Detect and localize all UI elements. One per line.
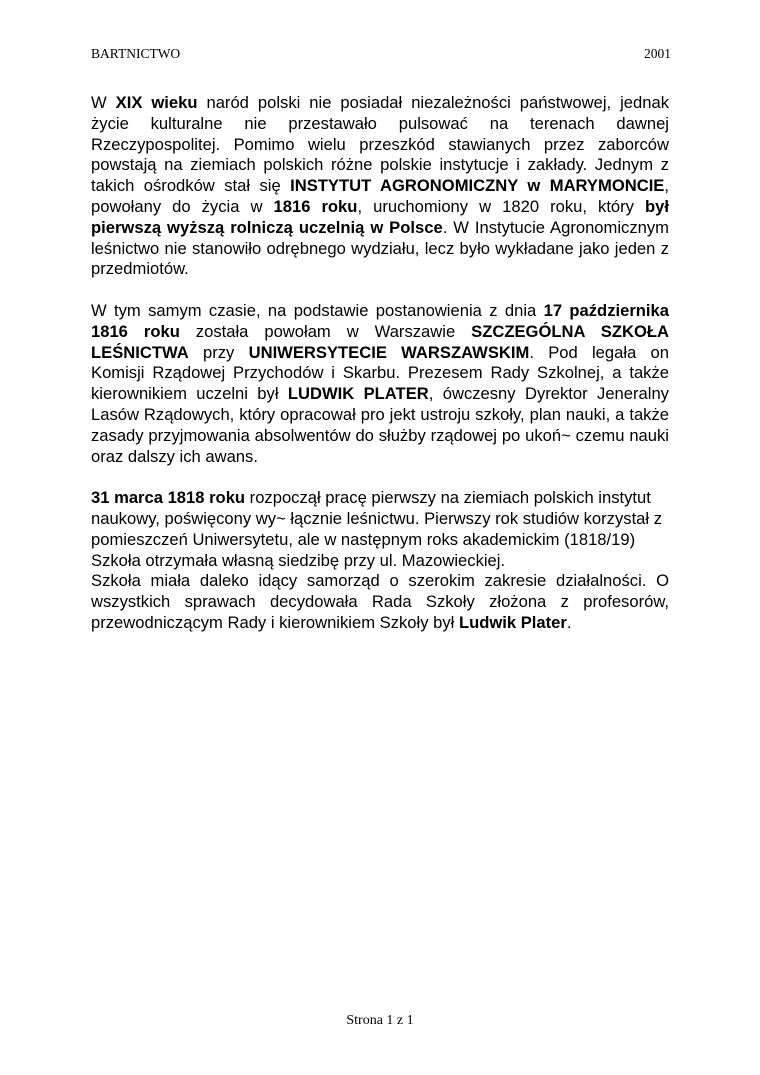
text-run: , uruchomiony w 1820 roku, który [357,196,646,216]
bold-text: UNIWERSYTECIE WARSZAWSKIM [248,342,530,362]
paragraph-gap [91,280,669,301]
paragraph-forestry-school [91,301,669,467]
text-run: , powołany do życia w [91,176,669,216]
text-run: . [566,612,572,632]
text-run: została powołam w Warszawie [179,321,472,341]
text-run: , ówczesny Dyrektor Jeneralny Lasów Rządowych, który opracował pro jekt ustroju szkoły, plan nauki, a także zasady przyjmowania absolwentów do służby rządowej po ukoń~ czemu nauki oraz dalszy ich awans. [91,384,669,466]
text-run: W [91,93,116,112]
text-run: . Pod legała on Komisji Rządowej Przychodów i Skarbu. Prezesem Rady Szkolnej, a także kierownikiem uczelni był [91,342,669,404]
text-run: Szkoła miała daleko idący samorząd o szerokim zakresie działalności. O wszystkich sprawach decydowała Rada Szkoły złożona z profesorów, przewodniczącym Rady i kierownikiem Szkoły był [91,571,669,632]
text-run: naród polski nie posiadał niezależności państwowej, jednak życie kulturalne nie przestawało pulsować na terenach dawnej Rzeczypospolitej. Pomimo wielu przeszkód stawianych przez zaborców powstają na ziemiach polskich różne polskie instytucje i zakłady. Jednym z takich ośrodków stał się [91,93,669,196]
paragraph-institute [91,93,669,280]
bold-text: LUDWIK PLATER [287,384,429,404]
text-run: rozpoczął pracę pierwszy na ziemiach polskich instytut naukowy, poświęcony wy~ łącznie leśnictwu. Pierwszy rok studiów korzystał z pomieszczeń Uniwersytetu, ale w następnym roks akademickim (1818/19) Szkoła otrzymała własną siedzibę przy ul. Mazowieckiej. [91,488,663,570]
bold-text: XIX wieku [115,93,198,112]
bold-text: INSTYTUT AGRONOMICZNY w MARYMONCIE [290,176,665,196]
header-title: BARTNICTWO [91,46,181,61]
page-number: Strona 1 z 1 [346,1013,414,1028]
bold-text: 17 października 1816 roku [91,300,669,341]
paragraph-gap [91,467,669,488]
text-run: W tym samym czasie, na podstawie postanowienia z dnia [91,300,544,320]
header-year: 2001 [644,46,671,61]
paragraph-opening [91,488,669,571]
bold-text: był pierwszą wyższą rolniczą uczelnią w Polsce [91,196,669,237]
text-run: . W Instytucie Agronomicznym leśnictwo nie stanowiło odrębnego wydziału, lecz było wykładane jako jeden z przedmiotów. [91,217,669,279]
bold-text: 1816 roku [273,196,358,216]
bold-text: SZCZEGÓLNA SZKOŁA LEŚNICTWA [91,321,670,362]
bold-text: Ludwik Plater [458,612,567,632]
bold-text: 31 marca 1818 roku [91,488,246,508]
paragraph-self-government [91,571,669,633]
document-body [91,93,669,634]
page-header [91,46,671,62]
text-run: przy [188,342,249,362]
page-footer [0,1013,760,1029]
